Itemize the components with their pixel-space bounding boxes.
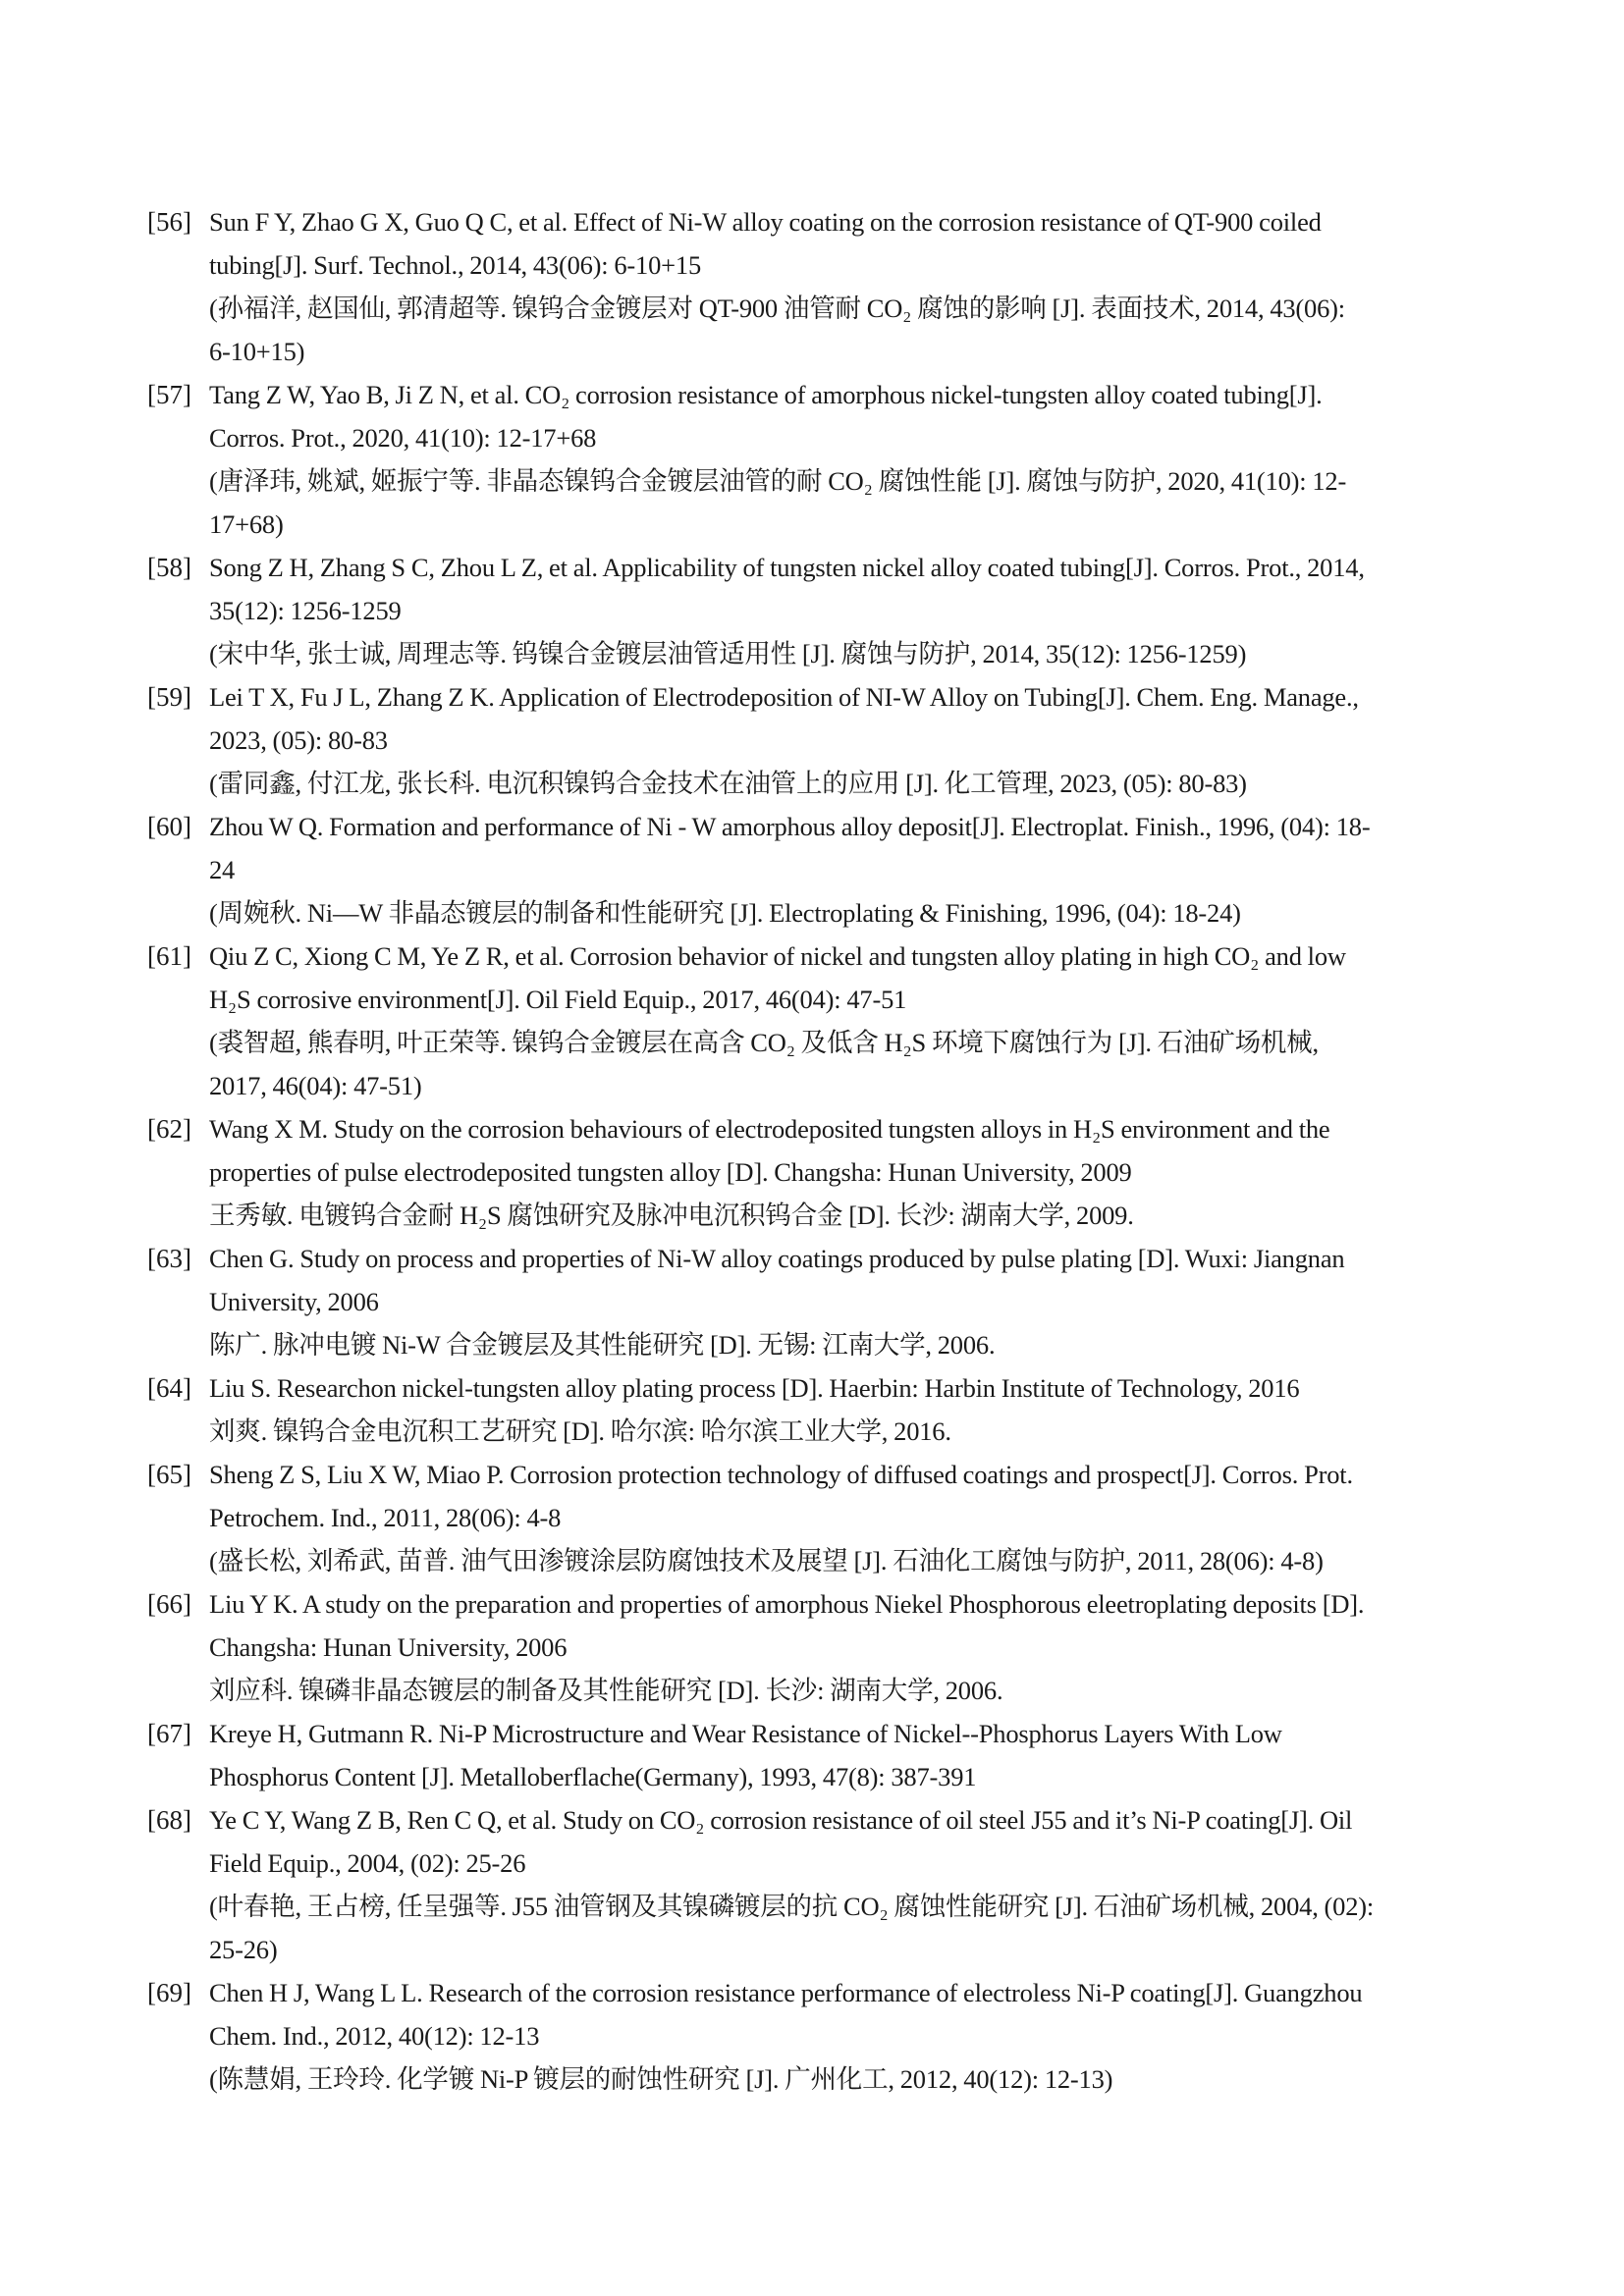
reference-text-line: Corros. Prot., 2020, 41(10): 12-17+68 xyxy=(209,423,597,453)
reference-text-line: 陈广. 脉冲电镀 Ni-W 合金镀层及其性能研究 [D]. 无锡: 江南大学, 2006. xyxy=(209,1330,996,1360)
reference-text-line: Phosphorus Content [J]. Metalloberflache(Germany), 1993, 47(8): 387-391 xyxy=(209,1762,977,1791)
reference-number: [65] xyxy=(147,1460,191,1489)
reference-text-line: (周婉秋. Ni—W 非晶态镀层的制备和性能研究 [J]. Electroplating & Finishing, 1996, (04): 18-24) xyxy=(209,898,1241,928)
reference-text-line: Field Equip., 2004, (02): 25-26 xyxy=(209,1848,526,1878)
reference-text-line: 2017, 46(04): 47-51) xyxy=(209,1071,422,1100)
reference-text-line: properties of pulse electrodeposited tungsten alloy [D]. Changsha: Hunan University, 2009 xyxy=(209,1157,1132,1187)
reference-text-line: University, 2006 xyxy=(209,1287,379,1316)
reference-text-line: H₂S corrosive environment[J]. Oil Field Equip., 2017, 46(04): 47-51 xyxy=(209,985,907,1014)
reference-item xyxy=(147,1453,1492,1582)
reference-text-line: 24 xyxy=(209,855,236,884)
reference-text-line: 6-10+15) xyxy=(209,337,305,366)
reference-text-line: Liu S. Researchon nickel-tungsten alloy plating process [D]. Haerbin: Harbin Institute of Technology, 2016 xyxy=(209,1373,1300,1403)
reference-item xyxy=(147,1366,1492,1453)
reference-number: [59] xyxy=(147,682,191,712)
reference-item xyxy=(147,675,1492,805)
reference-text-line: Liu Y K. A study on the preparation and properties of amorphous Niekel Phosphorous eleetroplating deposits [D]. xyxy=(209,1589,1365,1619)
reference-text-line: Ye C Y, Wang Z B, Ren C Q, et al. Study on CO₂ corrosion resistance of oil steel J55 and it’s Ni-P coating[J]. Oil xyxy=(209,1805,1353,1835)
reference-text-line: 王秀敏. 电镀钨合金耐 H₂S 腐蚀研究及脉冲电沉积钨合金 [D]. 长沙: 湖南大学, 2009. xyxy=(209,1201,1134,1230)
reference-text-line: 35(12): 1256-1259 xyxy=(209,596,402,625)
reference-text-line: (孙福洋, 赵国仙, 郭清超等. 镍钨合金镀层对 QT-900 油管耐 CO₂ 腐蚀的影响 [J]. 表面技术, 2014, 43(06): xyxy=(209,294,1345,323)
reference-text-line: 17+68) xyxy=(209,509,284,539)
reference-text-line: 刘爽. 镍钨合金电沉积工艺研究 [D]. 哈尔滨: 哈尔滨工业大学, 2016. xyxy=(209,1416,951,1446)
reference-text-line: Lei T X, Fu J L, Zhang Z K. Application of Electrodeposition of NI-W Alloy on Tubing[J]. Chem. Eng. Manage., xyxy=(209,682,1359,712)
reference-item xyxy=(147,1712,1492,1798)
reference-number: [69] xyxy=(147,1978,191,2007)
reference-number: [56] xyxy=(147,207,191,237)
reference-text-line: Sun F Y, Zhao G X, Guo Q C, et al. Effect of Ni-W alloy coating on the corrosion resistance of QT-900 coiled xyxy=(209,207,1322,237)
reference-item xyxy=(147,1237,1492,1366)
reference-text-line: tubing[J]. Surf. Technol., 2014, 43(06): 6-10+15 xyxy=(209,250,702,280)
reference-item xyxy=(147,373,1492,546)
reference-number: [63] xyxy=(147,1244,191,1273)
reference-text-line: Tang Z W, Yao B, Ji Z N, et al. CO₂ corrosion resistance of amorphous nickel-tungsten alloy coated tubing[J]. xyxy=(209,380,1323,409)
reference-item xyxy=(147,1971,1492,2101)
reference-text-line: Petrochem. Ind., 2011, 28(06): 4-8 xyxy=(209,1503,562,1532)
reference-text-line: Changsha: Hunan University, 2006 xyxy=(209,1632,568,1662)
reference-number: [60] xyxy=(147,812,191,841)
reference-item xyxy=(147,805,1492,934)
reference-text-line: Kreye H, Gutmann R. Ni-P Microstructure and Wear Resistance of Nickel--Phosphorus Layers With Low xyxy=(209,1719,1282,1748)
reference-number: [67] xyxy=(147,1719,191,1748)
reference-number: [57] xyxy=(147,380,191,409)
reference-item xyxy=(147,1107,1492,1237)
reference-text-line: (陈慧娟, 王玲玲. 化学镀 Ni-P 镀层的耐蚀性研究 [J]. 广州化工, 2012, 40(12): 12-13) xyxy=(209,2064,1113,2094)
reference-item xyxy=(147,934,1492,1107)
reference-text-line: (盛长松, 刘希武, 苗普. 油气田渗镀涂层防腐蚀技术及展望 [J]. 石油化工腐蚀与防护, 2011, 28(06): 4-8) xyxy=(209,1546,1324,1575)
reference-text-line: Chen G. Study on process and properties of Ni-W alloy coatings produced by pulse plating [D]. Wuxi: Jiangnan xyxy=(209,1244,1345,1273)
reference-text-line: 刘应科. 镍磷非晶态镀层的制备及其性能研究 [D]. 长沙: 湖南大学, 2006. xyxy=(209,1676,1003,1705)
reference-text-line: Wang X M. Study on the corrosion behaviours of electrodeposited tungsten alloys in H₂S environment and the xyxy=(209,1114,1330,1144)
reference-number: [66] xyxy=(147,1589,191,1619)
reference-text-line: (唐泽玮, 姚斌, 姬振宁等. 非晶态镍钨合金镀层油管的耐 CO₂ 腐蚀性能 [J]. 腐蚀与防护, 2020, 41(10): 12- xyxy=(209,466,1347,496)
reference-number: [58] xyxy=(147,553,191,582)
reference-text-line: (裘智超, 熊春明, 叶正荣等. 镍钨合金镀层在高含 CO₂ 及低含 H₂S 环境下腐蚀行为 [J]. 石油矿场机械, xyxy=(209,1028,1319,1057)
reference-number: [61] xyxy=(147,941,191,971)
reference-number: [64] xyxy=(147,1373,191,1403)
reference-text-line: Sheng Z S, Liu X W, Miao P. Corrosion protection technology of diffused coatings and prospect[J]. Corros. Prot. xyxy=(209,1460,1353,1489)
reference-number: [68] xyxy=(147,1805,191,1835)
reference-item xyxy=(147,1798,1492,1971)
reference-item xyxy=(147,200,1492,373)
reference-text-line: (雷同鑫, 付江龙, 张长科. 电沉积镍钨合金技术在油管上的应用 [J]. 化工管理, 2023, (05): 80-83) xyxy=(209,769,1247,798)
reference-text-line: Zhou W Q. Formation and performance of Ni - W amorphous alloy deposit[J]. Electroplat. Finish., 1996, (04): 18- xyxy=(209,812,1371,841)
reference-text-line: (叶春艳, 王占榜, 任呈强等. J55 油管钢及其镍磷镀层的抗 CO₂ 腐蚀性能研究 [J]. 石油矿场机械, 2004, (02): xyxy=(209,1892,1375,1921)
reference-text-line: Chem. Ind., 2012, 40(12): 12-13 xyxy=(209,2021,540,2051)
reference-number: [62] xyxy=(147,1114,191,1144)
reference-text-line: Song Z H, Zhang S C, Zhou L Z, et al. Applicability of tungsten nickel alloy coated tubing[J]. Corros. Prot., 2014, xyxy=(209,553,1365,582)
reference-text-line: Chen H J, Wang L L. Research of the corrosion resistance performance of electroless Ni-P coating[J]. Guangzhou xyxy=(209,1978,1363,2007)
reference-text-line: 25-26) xyxy=(209,1935,278,1964)
reference-list xyxy=(147,200,1492,2101)
reference-item xyxy=(147,546,1492,675)
reference-text-line: Qiu Z C, Xiong C M, Ye Z R, et al. Corrosion behavior of nickel and tungsten alloy plating in high CO₂ and low xyxy=(209,941,1346,971)
reference-item xyxy=(147,1582,1492,1712)
reference-text-line: 2023, (05): 80-83 xyxy=(209,725,388,755)
reference-text-line: (宋中华, 张士诚, 周理志等. 钨镍合金镀层油管适用性 [J]. 腐蚀与防护, 2014, 35(12): 1256-1259) xyxy=(209,639,1247,668)
